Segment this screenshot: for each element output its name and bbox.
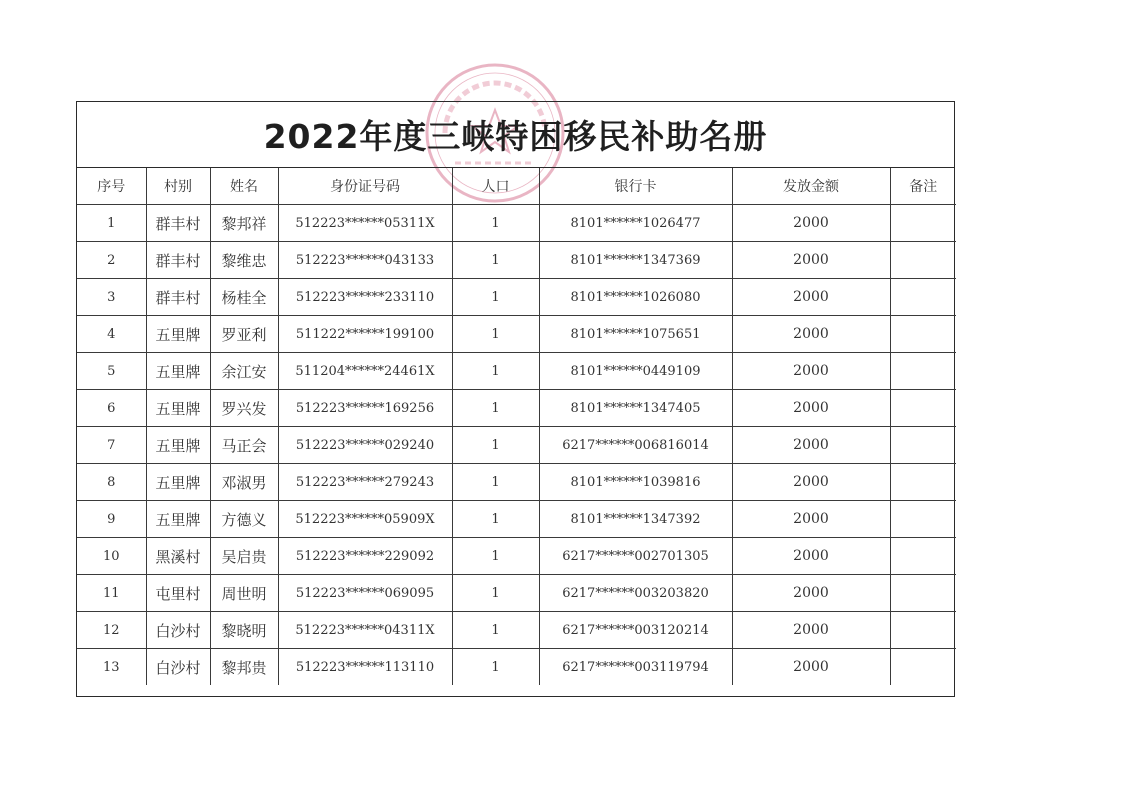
cell-id-number: 511204******24461X <box>278 353 452 390</box>
cell-id-number: 512223******233110 <box>278 279 452 316</box>
cell-population: 1 <box>452 649 539 686</box>
cell-bank-card: 8101******0449109 <box>539 353 732 390</box>
cell-village: 黑溪村 <box>146 538 210 575</box>
cell-no: 3 <box>77 279 146 316</box>
table-row <box>77 279 956 316</box>
cell-name: 黎晓明 <box>210 612 278 649</box>
cell-name: 黎邦祥 <box>210 205 278 242</box>
cell-village: 群丰村 <box>146 242 210 279</box>
cell-no: 1 <box>77 205 146 242</box>
cell-bank-card: 8101******1347392 <box>539 501 732 538</box>
cell-population: 1 <box>452 612 539 649</box>
cell-amount: 2000 <box>732 464 890 501</box>
cell-amount: 2000 <box>732 205 890 242</box>
cell-id-number: 512223******169256 <box>278 390 452 427</box>
cell-bank-card: 6217******003119794 <box>539 649 732 686</box>
cell-no: 9 <box>77 501 146 538</box>
table-header-row <box>77 168 956 205</box>
table-row <box>77 575 956 612</box>
cell-remarks <box>890 427 956 464</box>
table-row <box>77 205 956 242</box>
cell-no: 4 <box>77 316 146 353</box>
cell-amount: 2000 <box>732 575 890 612</box>
cell-no: 7 <box>77 427 146 464</box>
cell-population: 1 <box>452 464 539 501</box>
cell-id-number: 512223******029240 <box>278 427 452 464</box>
cell-bank-card: 6217******006816014 <box>539 427 732 464</box>
cell-remarks <box>890 575 956 612</box>
cell-population: 1 <box>452 501 539 538</box>
cell-id-number: 512223******113110 <box>278 649 452 686</box>
cell-remarks <box>890 353 956 390</box>
cell-population: 1 <box>452 353 539 390</box>
cell-id-number: 512223******229092 <box>278 538 452 575</box>
subsidy-register-document <box>76 101 955 697</box>
cell-remarks <box>890 279 956 316</box>
cell-amount: 2000 <box>732 279 890 316</box>
cell-name: 马正会 <box>210 427 278 464</box>
cell-id-number: 511222******199100 <box>278 316 452 353</box>
cell-name: 周世明 <box>210 575 278 612</box>
cell-amount: 2000 <box>732 538 890 575</box>
cell-population: 1 <box>452 575 539 612</box>
cell-village: 五里牌 <box>146 353 210 390</box>
cell-remarks <box>890 538 956 575</box>
cell-bank-card: 8101******1039816 <box>539 464 732 501</box>
cell-bank-card: 6217******003120214 <box>539 612 732 649</box>
column-header-no: 序号 <box>77 168 146 205</box>
cell-name: 方德义 <box>210 501 278 538</box>
cell-id-number: 512223******279243 <box>278 464 452 501</box>
table-row <box>77 649 956 686</box>
cell-no: 10 <box>77 538 146 575</box>
cell-id-number: 512223******069095 <box>278 575 452 612</box>
table-row <box>77 242 956 279</box>
cell-remarks <box>890 242 956 279</box>
cell-id-number: 512223******05311X <box>278 205 452 242</box>
register-table <box>77 168 956 685</box>
table-row <box>77 427 956 464</box>
column-header-name: 姓名 <box>210 168 278 205</box>
cell-amount: 2000 <box>732 316 890 353</box>
cell-population: 1 <box>452 316 539 353</box>
table-row <box>77 390 956 427</box>
cell-remarks <box>890 316 956 353</box>
cell-amount: 2000 <box>732 390 890 427</box>
cell-amount: 2000 <box>732 649 890 686</box>
cell-bank-card: 8101******1026477 <box>539 205 732 242</box>
cell-name: 邓淑男 <box>210 464 278 501</box>
cell-population: 1 <box>452 390 539 427</box>
cell-remarks <box>890 390 956 427</box>
cell-village: 白沙村 <box>146 612 210 649</box>
cell-village: 屯里村 <box>146 575 210 612</box>
cell-amount: 2000 <box>732 353 890 390</box>
cell-remarks <box>890 612 956 649</box>
document-title: 2022年度三峡特困移民补助名册 <box>263 117 768 156</box>
cell-name: 罗亚利 <box>210 316 278 353</box>
cell-bank-card: 6217******003203820 <box>539 575 732 612</box>
cell-population: 1 <box>452 427 539 464</box>
cell-population: 1 <box>452 279 539 316</box>
cell-name: 杨桂全 <box>210 279 278 316</box>
cell-remarks <box>890 501 956 538</box>
cell-village: 五里牌 <box>146 390 210 427</box>
cell-bank-card: 8101******1347405 <box>539 390 732 427</box>
cell-village: 群丰村 <box>146 279 210 316</box>
cell-population: 1 <box>452 205 539 242</box>
column-header-id-number: 身份证号码 <box>278 168 452 205</box>
cell-name: 吴启贵 <box>210 538 278 575</box>
cell-village: 白沙村 <box>146 649 210 686</box>
column-header-village: 村别 <box>146 168 210 205</box>
cell-amount: 2000 <box>732 501 890 538</box>
cell-id-number: 512223******043133 <box>278 242 452 279</box>
column-header-bank-card: 银行卡 <box>539 168 732 205</box>
cell-village: 五里牌 <box>146 501 210 538</box>
cell-village: 五里牌 <box>146 316 210 353</box>
cell-remarks <box>890 649 956 686</box>
table-row <box>77 316 956 353</box>
cell-no: 2 <box>77 242 146 279</box>
cell-amount: 2000 <box>732 242 890 279</box>
cell-name: 黎邦贵 <box>210 649 278 686</box>
cell-village: 五里牌 <box>146 427 210 464</box>
table-row <box>77 464 956 501</box>
cell-name: 罗兴发 <box>210 390 278 427</box>
cell-population: 1 <box>452 538 539 575</box>
cell-id-number: 512223******05909X <box>278 501 452 538</box>
cell-bank-card: 6217******002701305 <box>539 538 732 575</box>
cell-no: 11 <box>77 575 146 612</box>
cell-remarks <box>890 464 956 501</box>
cell-no: 6 <box>77 390 146 427</box>
table-row <box>77 612 956 649</box>
cell-bank-card: 8101******1026080 <box>539 279 732 316</box>
cell-name: 余江安 <box>210 353 278 390</box>
title-row <box>77 102 954 168</box>
table-body <box>77 205 956 686</box>
cell-population: 1 <box>452 242 539 279</box>
cell-village: 五里牌 <box>146 464 210 501</box>
cell-name: 黎维忠 <box>210 242 278 279</box>
table-row <box>77 538 956 575</box>
table-row <box>77 501 956 538</box>
cell-no: 12 <box>77 612 146 649</box>
cell-no: 13 <box>77 649 146 686</box>
column-header-remarks: 备注 <box>890 168 956 205</box>
cell-remarks <box>890 205 956 242</box>
cell-bank-card: 8101******1347369 <box>539 242 732 279</box>
cell-id-number: 512223******04311X <box>278 612 452 649</box>
cell-amount: 2000 <box>732 427 890 464</box>
table-row <box>77 353 956 390</box>
cell-no: 8 <box>77 464 146 501</box>
cell-no: 5 <box>77 353 146 390</box>
cell-bank-card: 8101******1075651 <box>539 316 732 353</box>
cell-village: 群丰村 <box>146 205 210 242</box>
column-header-population: 人口 <box>452 168 539 205</box>
column-header-amount: 发放金额 <box>732 168 890 205</box>
cell-amount: 2000 <box>732 612 890 649</box>
